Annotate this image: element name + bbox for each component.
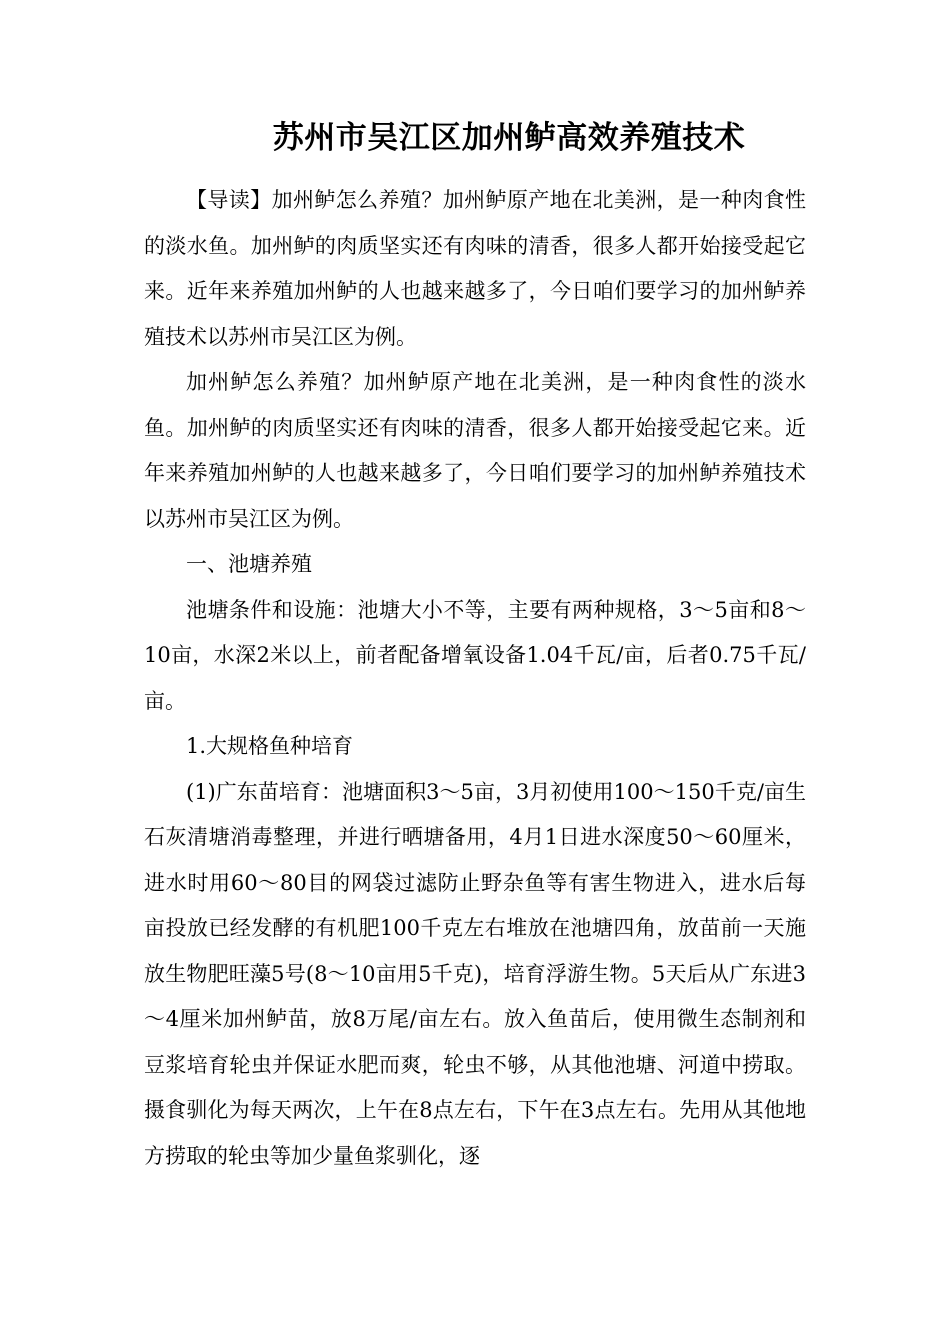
- section-heading-pond-culture: 一、池塘养殖: [186, 552, 312, 576]
- paragraph-overview: 加州鲈怎么养殖？加州鲈原产地在北美洲，是一种肉食性的淡水鱼。加州鲈的肉质坚实还有肉味的清香，很多人都开始接受起它来。近年来养殖加州鲈的人也越来越多了，今日咱们要学习的加州鲈养殖技术以苏州市吴江区为例。: [144, 370, 806, 531]
- paragraph-guangdong-fry: (1)广东苗培育：池塘面积3～5亩，3月初使用100～150千克/亩生石灰清塘消毒整理，并进行晒塘备用，4月1日进水深度50～60厘米，进水时用60～80目的网袋过滤防止野杂鱼等有害生物进入，进水后每亩投放已经发酵的有机肥100千克左右堆放在池塘四角，放苗前一天施放生物肥旺藻5号(8～10亩用5千克)，培育浮游生物。5天后从广东进3～4厘米加州鲈苗，放8万尾/亩左右。放入鱼苗后，使用微生态制剂和豆浆培育轮虫并保证水肥而爽，轮虫不够，从其他池塘、河道中捞取。摄食驯化为每天两次，上午在8点左右，下午在3点左右。先用从其他地方捞取的轮虫等加少量鱼浆驯化，逐: [144, 779, 806, 1168]
- subheading-fingerling-cultivation: 1.大规格鱼种培育: [186, 734, 354, 758]
- paragraph-pond-conditions: 池塘条件和设施：池塘大小不等，主要有两种规格，3～5亩和8～10亩，水深2米以上，前者配备增氧设备1.04千瓦/亩，后者0.75千瓦/亩。: [144, 597, 806, 713]
- document-title: 苏州市吴江区加州鲈高效养殖技术: [272, 120, 746, 156]
- paragraph-intro: 【导读】加州鲈怎么养殖？加州鲈原产地在北美洲，是一种肉食性的淡水鱼。加州鲈的肉质坚实还有肉味的清香，很多人都开始接受起它来。近年来养殖加州鲈的人也越来越多了，今日咱们要学习的加州鲈养殖技术以苏州市吴江区为例。: [144, 188, 806, 349]
- document-body: [144, 178, 806, 1179]
